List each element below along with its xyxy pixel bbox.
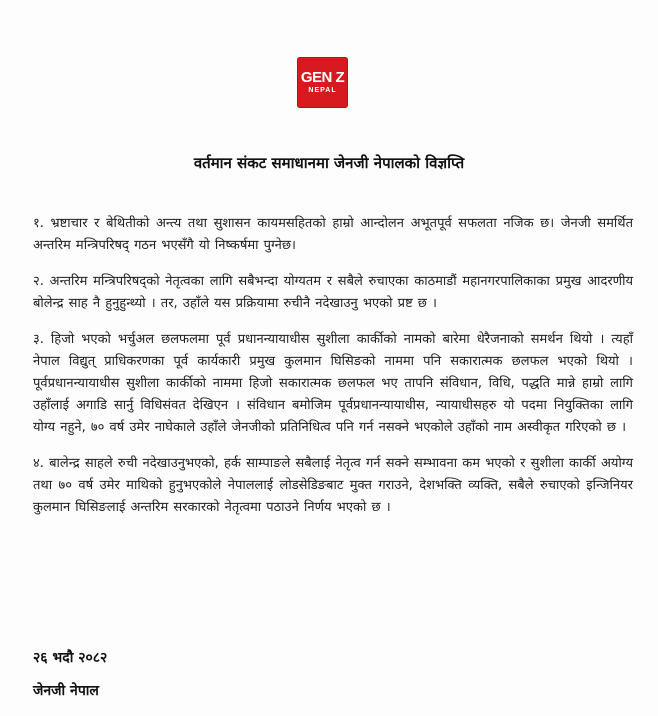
paragraph-2: २. अन्तरिम मन्त्रिपरिषद्को नेतृत्वका लागि सबैभन्दा योग्यतम र सबैले रुचाएका काठमाडौं महानगरपालिकाका प्रमुख आदरणीय बोलेन्द्र साह नै हुनुहुन्थ्यो । तर, उहाँले यस प्रक्रियामा रुचीनै नदेखाउनु भएको प्रष्ट छ ।: [33, 274, 633, 311]
logo-sub-text: NEPAL: [308, 87, 337, 94]
paragraph-3: ३. हिजो भएको भर्चुअल छलफलमा पूर्व प्रधानन्यायाधीस सुशीला कार्कीको नामको बारेमा धेरैजनाको समर्थन थियो । त्यहाँ नेपाल विद्युत् प्राधिकरणका पूर्व कार्यकारी प्रमुख कुलमान घिसिङको नाममा पनि सकारात्मक छलफल भएको थियो । पूर्वप्रधानन्यायाधीस सुशीला कार्कीको नाममा हिजो सकारात्मक छलफल भए तापनि संविधान, विधि, पद्धति मान्ने हाम्रो लागि उहाँलाई अगाडि सार्नु विधिसंवत देखिएन । संविधान बमोजिम पूर्वप्रधानन्यायाधीस, न्यायाधीसहरु यो पदमा नियुक्तिका लागि योग्य नहुने, ७० वर्ष उमेर नाघेकाले उहाँले जेनजीको प्रतिनिधित्व पनि गर्न नसक्ने भएकोले उहाँको नाम अस्वीकृत गरिएको छ ।: [33, 332, 633, 435]
document-signature: जेनजी नेपाल: [33, 683, 99, 699]
document-date: २६ भदौ २०८२: [33, 650, 108, 666]
paragraph-1: १. भ्रष्टाचार र बेथितीको अन्त्य तथा सुशासन कायमसहितको हाम्रो आन्दोलन अभूतपूर्व सफलता नजिक छ। जेनजी समर्थित अन्तरिम मन्त्रिपरिषद् गठन भएसँगै यो निष्कर्षमा पुग्नेछ।: [33, 216, 633, 253]
genz-nepal-logo: [297, 57, 348, 108]
document-body: [33, 213, 633, 533]
paragraph-4: ४. बालेन्द्र साहले रुची नदेखाउनुभएको, हर्क साम्पाङले सबैलाई नेतृत्व गर्न सक्ने सम्भावना कम भएको र सुशीला कार्की अयोग्य तथा ७० वर्ष उमेर माथिको हुनुभएकोले नेपाललाई लोडसेडिङबाट मुक्त गराउने, देशभक्ति व्यक्ति, सबैले रुचाएको इन्जिनियर कुलमान घिसिङलाई अन्तरिम सरकारको नेतृत्वमा पठाउने निर्णय भएको छ ।: [33, 456, 633, 515]
document-title: वर्तमान संकट समाधानमा जेनजी नेपालको विज्ञप्ति: [193, 154, 465, 172]
logo-main-text: GEN Z: [300, 69, 345, 86]
